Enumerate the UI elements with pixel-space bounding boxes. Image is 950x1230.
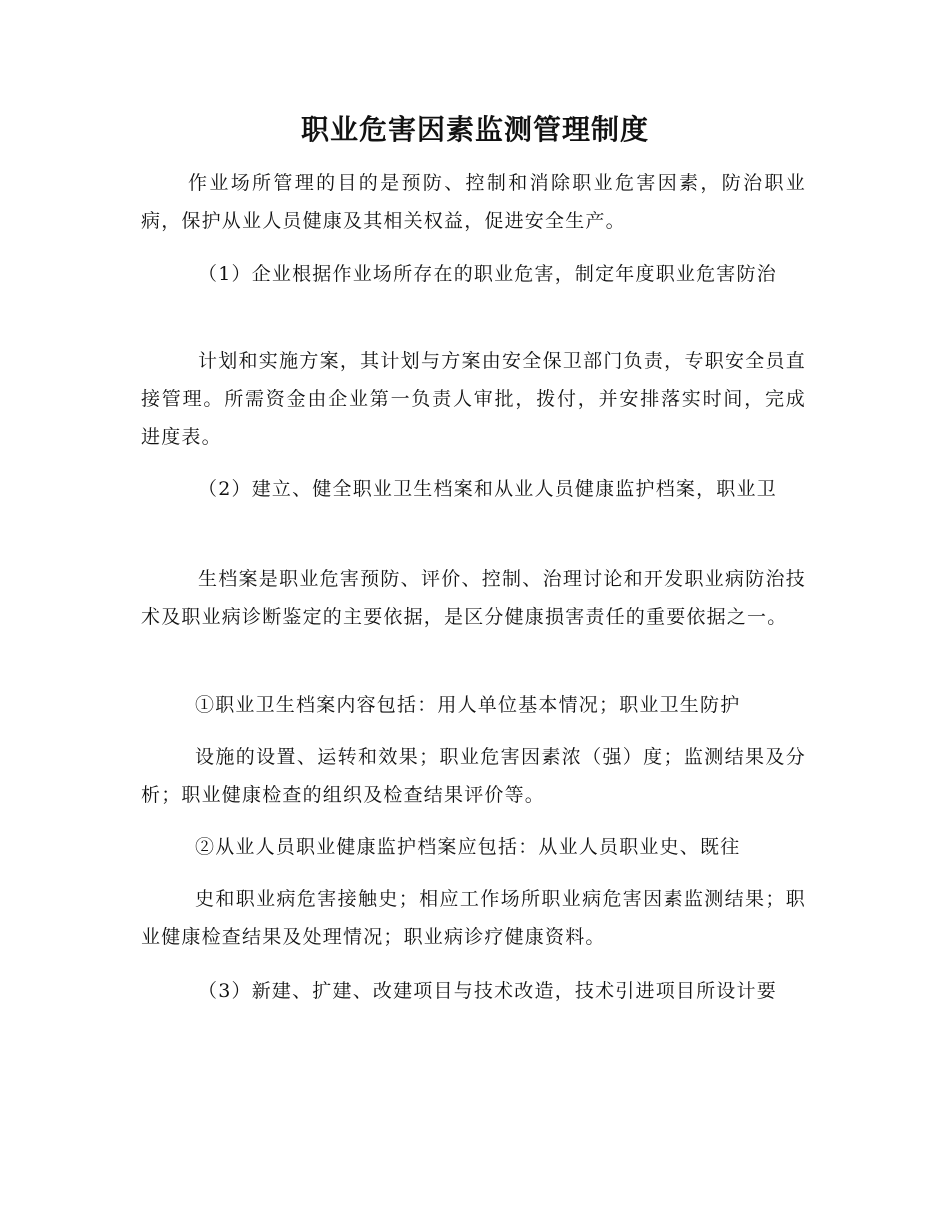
paragraph-subitem-2-body: 史和职业病危害接触史；相应工作场所职业病危害因素监测结果；职业健康检查结果及处理情况；职业病诊疗健康资料。 <box>141 888 806 948</box>
document-title: 职业危害因素监测管理制度 <box>300 113 649 146</box>
paragraph-item-2-body: 生档案是职业危害预防、评价、控制、治理讨论和开发职业病防治技术及职业病诊断鉴定的主要依据，是区分健康损害责任的重要依据之一。 <box>141 568 806 628</box>
paragraph-subitem-1-body: 设施的设置、运转和效果；职业危害因素浓（强）度；监测结果及分析；职业健康检查的组织及检查结果评价等。 <box>141 746 806 806</box>
paragraph-intro: 作业场所管理的目的是预防、控制和消除职业危害因素，防治职业病，保护从业人员健康及其相关权益，促进安全生产。 <box>141 172 806 232</box>
paragraph-subitem-2-lead: ②从业人员职业健康监护档案应包括：从业人员职业史、既往 <box>195 836 741 858</box>
paragraph-item-3-lead: （3）新建、扩建、改建项目与技术改造，技术引进项目所设计要 <box>198 980 777 1002</box>
paragraph-subitem-1-lead: ①职业卫生档案内容包括：用人单位基本情况；职业卫生防护 <box>195 694 741 716</box>
paragraph-item-2-lead: （2）建立、健全职业卫生档案和从业人员健康监护档案，职业卫 <box>198 478 777 500</box>
paragraph-item-1-body: 计划和实施方案，其计划与方案由安全保卫部门负责，专职安全员直接管理。所需资金由企业第一负责人审批，拨付，并安排落实时间，完成进度表。 <box>141 350 806 448</box>
paragraph-item-1-lead: （1）企业根据作业场所存在的职业危害，制定年度职业危害防治 <box>198 263 777 285</box>
